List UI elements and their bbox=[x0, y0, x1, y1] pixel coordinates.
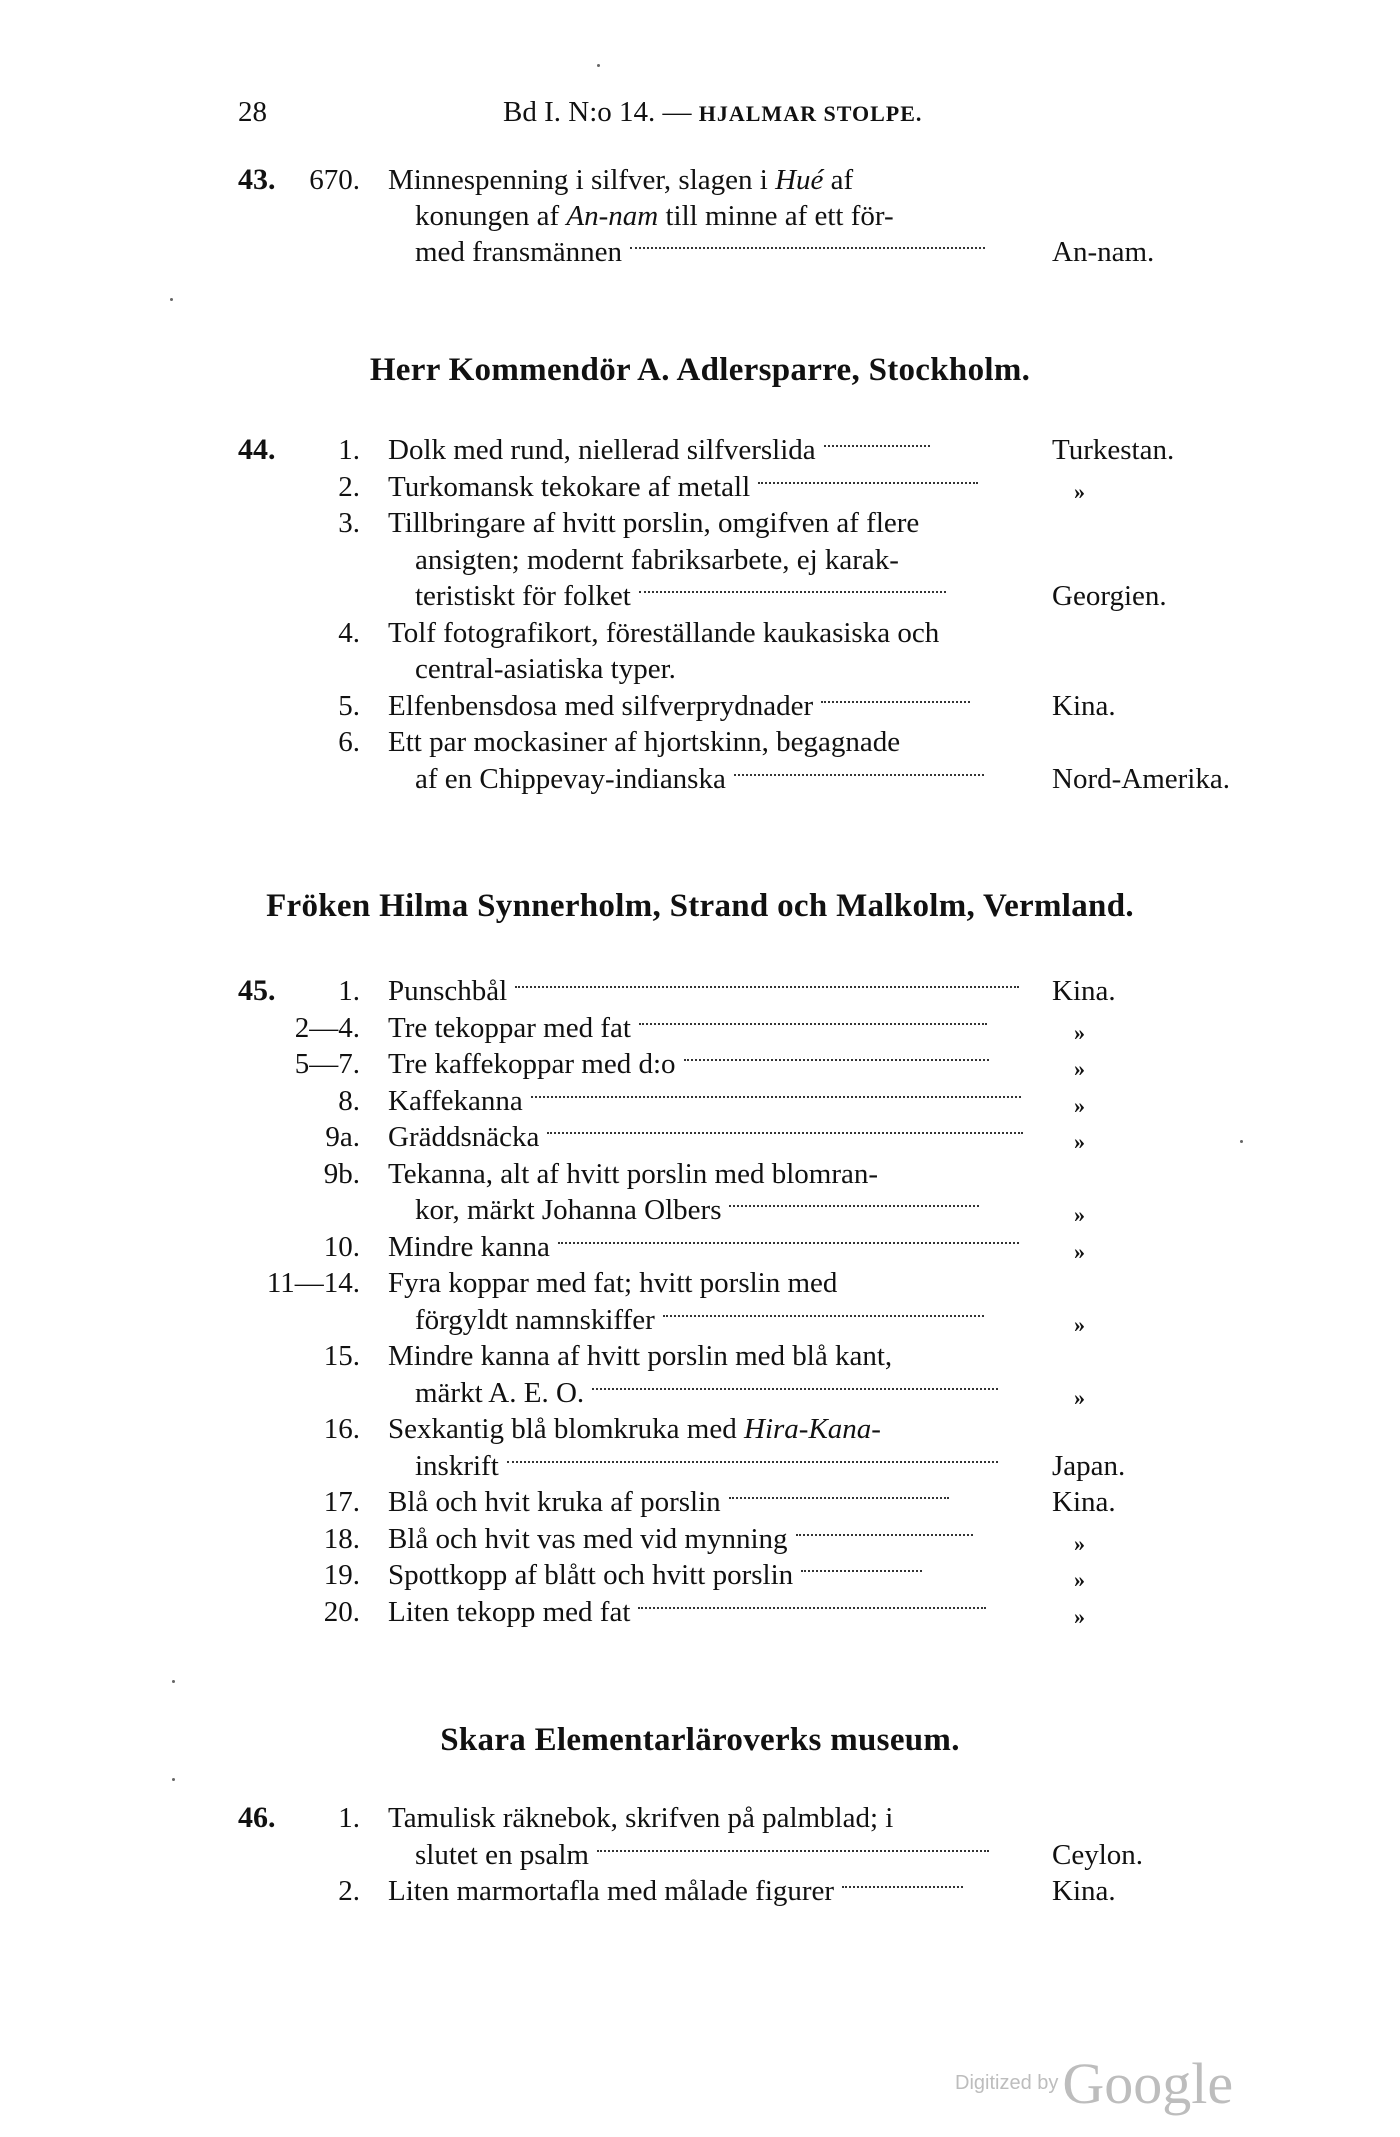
item-origin: » bbox=[1074, 1092, 1085, 1118]
running-head-author: HJALMAR STOLPE. bbox=[698, 101, 923, 126]
group-number: 46. bbox=[238, 1801, 276, 1834]
digitized-watermark bbox=[955, 2050, 1233, 2117]
item-text: kor, märkt Johanna Olbers bbox=[415, 1192, 979, 1228]
item-text: Blå och hvit vas med vid mynning bbox=[388, 1521, 973, 1557]
google-logo: Google bbox=[1062, 2051, 1234, 2116]
item-origin: Japan. bbox=[1052, 1449, 1126, 1482]
item-text: Tre kaffekoppar med d:o bbox=[388, 1046, 989, 1082]
item-text: märkt A. E. O. bbox=[415, 1375, 998, 1411]
item-origin: » bbox=[1074, 1311, 1085, 1337]
item-text: Elfenbensdosa med silfverprydnader bbox=[388, 688, 970, 724]
item-number: 1. bbox=[338, 975, 360, 1007]
item-number: 19. bbox=[323, 1559, 360, 1591]
item-text: Dolk med rund, niellerad silfverslida bbox=[388, 432, 930, 468]
item-text: Tolf fotografikort, föreställande kaukasiska och bbox=[388, 616, 940, 649]
item-number: 16. bbox=[323, 1413, 360, 1445]
item-origin: » bbox=[1074, 1129, 1085, 1154]
running-head bbox=[503, 96, 922, 129]
section-heading: Skara Elementarläroverks museum. bbox=[440, 1722, 960, 1758]
item-origin: » bbox=[1074, 1384, 1085, 1410]
item-origin: Georgien. bbox=[1052, 580, 1167, 612]
item-number: 11—14. bbox=[266, 1267, 360, 1299]
item-number: 17. bbox=[323, 1486, 360, 1518]
item-text: Ett par mockasiner af hjortskinn, begagnade bbox=[388, 726, 901, 758]
entry-line: konungen af An-nam till minne af ett för- bbox=[415, 200, 894, 232]
section-heading: Herr Kommendör A. Adlersparre, Stockholm. bbox=[369, 352, 1031, 388]
item-number: 9b. bbox=[323, 1157, 360, 1190]
entry-line: med fransmännen bbox=[415, 234, 985, 270]
item-text: Sexkantig blå blomkruka med Hira-Kana- bbox=[388, 1413, 881, 1445]
item-origin: Nord-Amerika. bbox=[1052, 762, 1230, 795]
page-number: 28 bbox=[238, 96, 267, 128]
speck bbox=[597, 64, 600, 67]
item-number: 5—7. bbox=[294, 1048, 360, 1080]
item-text: Tre tekoppar med fat bbox=[388, 1010, 987, 1046]
item-number: 2. bbox=[338, 470, 360, 503]
item-origin: » bbox=[1074, 478, 1085, 504]
item-text: Mindre kanna af hvitt porslin med blå kant, bbox=[388, 1340, 893, 1372]
item-number: 4. bbox=[338, 616, 360, 649]
item-number: 10. bbox=[323, 1230, 360, 1263]
page-header bbox=[238, 96, 1038, 136]
item-number: 1. bbox=[338, 1802, 360, 1834]
item-text: Tekanna, alt af hvitt porslin med blomran- bbox=[388, 1157, 879, 1190]
item-text: Turkomansk tekokare af metall bbox=[388, 469, 978, 505]
item-origin: Kina. bbox=[1052, 1875, 1116, 1907]
item-origin: Kina. bbox=[1052, 1486, 1116, 1518]
item-origin: » bbox=[1074, 1238, 1085, 1264]
item-number: 2. bbox=[338, 1875, 360, 1907]
item-number: 15. bbox=[323, 1340, 360, 1372]
item-number: 6. bbox=[338, 726, 360, 758]
item-number: 8. bbox=[338, 1084, 360, 1117]
speck bbox=[1240, 1140, 1243, 1143]
item-origin: » bbox=[1074, 1019, 1085, 1045]
item-number: 5. bbox=[338, 689, 360, 722]
item-text: Liten tekopp med fat bbox=[388, 1594, 986, 1630]
item-origin: » bbox=[1074, 1530, 1085, 1556]
speck bbox=[172, 1680, 175, 1683]
item-text: Punschbål bbox=[388, 973, 1019, 1009]
item-text: Liten marmortafla med målade figurer bbox=[388, 1873, 963, 1909]
item-origin: Kina. bbox=[1052, 975, 1116, 1007]
item-text: af en Chippevay-indianska bbox=[415, 761, 984, 797]
item-text: Tillbringare af hvitt porslin, omgifven af flere bbox=[388, 507, 920, 539]
section-heading: Fröken Hilma Synnerholm, Strand och Malkolm, Vermland. bbox=[266, 888, 1134, 924]
item-text: Fyra koppar med fat; hvitt porslin med bbox=[388, 1267, 838, 1299]
group-number: 45. bbox=[238, 974, 276, 1007]
item-origin: » bbox=[1074, 1202, 1085, 1227]
item-number: 3. bbox=[338, 507, 360, 539]
item-origin: Ceylon. bbox=[1052, 1838, 1144, 1871]
item-number: 670. bbox=[309, 164, 360, 196]
speck bbox=[170, 298, 173, 301]
item-text: Kaffekanna bbox=[388, 1083, 1021, 1119]
item-origin: Kina. bbox=[1052, 689, 1116, 722]
item-number: 1. bbox=[338, 434, 360, 466]
item-text: ansigten; modernt fabriksarbete, ej karak- bbox=[415, 543, 899, 576]
item-number: 18. bbox=[323, 1522, 360, 1555]
item-text: central-asiatiska typer. bbox=[415, 653, 676, 685]
item-text: teristiskt för folket bbox=[415, 578, 946, 614]
item-text: Tamulisk räknebok, skrifven på palmblad; i bbox=[388, 1802, 894, 1834]
entry-line: Minnespenning i silfver, slagen i Hué af bbox=[388, 164, 854, 196]
item-origin: » bbox=[1074, 1603, 1085, 1629]
item-text: Blå och hvit kruka af porslin bbox=[388, 1484, 949, 1520]
item-text: Mindre kanna bbox=[388, 1229, 1019, 1265]
item-origin: » bbox=[1074, 1056, 1085, 1081]
item-text: Spottkopp af blått och hvitt porslin bbox=[388, 1557, 922, 1593]
entry-origin: An-nam. bbox=[1052, 236, 1155, 268]
digitized-by-text: Digitized by bbox=[955, 2072, 1059, 2094]
group-number: 43. bbox=[238, 163, 276, 196]
item-text: inskrift bbox=[415, 1448, 998, 1484]
item-text: förgyldt namnskiffer bbox=[415, 1302, 984, 1338]
speck bbox=[172, 1778, 175, 1781]
item-text: Gräddsnäcka bbox=[388, 1119, 1023, 1155]
item-text: slutet en psalm bbox=[415, 1837, 989, 1873]
group-number: 44. bbox=[238, 433, 276, 466]
item-number: 2—4. bbox=[294, 1011, 360, 1044]
item-origin: » bbox=[1074, 1567, 1085, 1592]
item-number: 20. bbox=[323, 1595, 360, 1628]
item-origin: Turkestan. bbox=[1052, 434, 1175, 466]
item-number: 9a. bbox=[325, 1121, 360, 1153]
running-head-text: Bd I. N:o 14. — bbox=[503, 96, 692, 128]
